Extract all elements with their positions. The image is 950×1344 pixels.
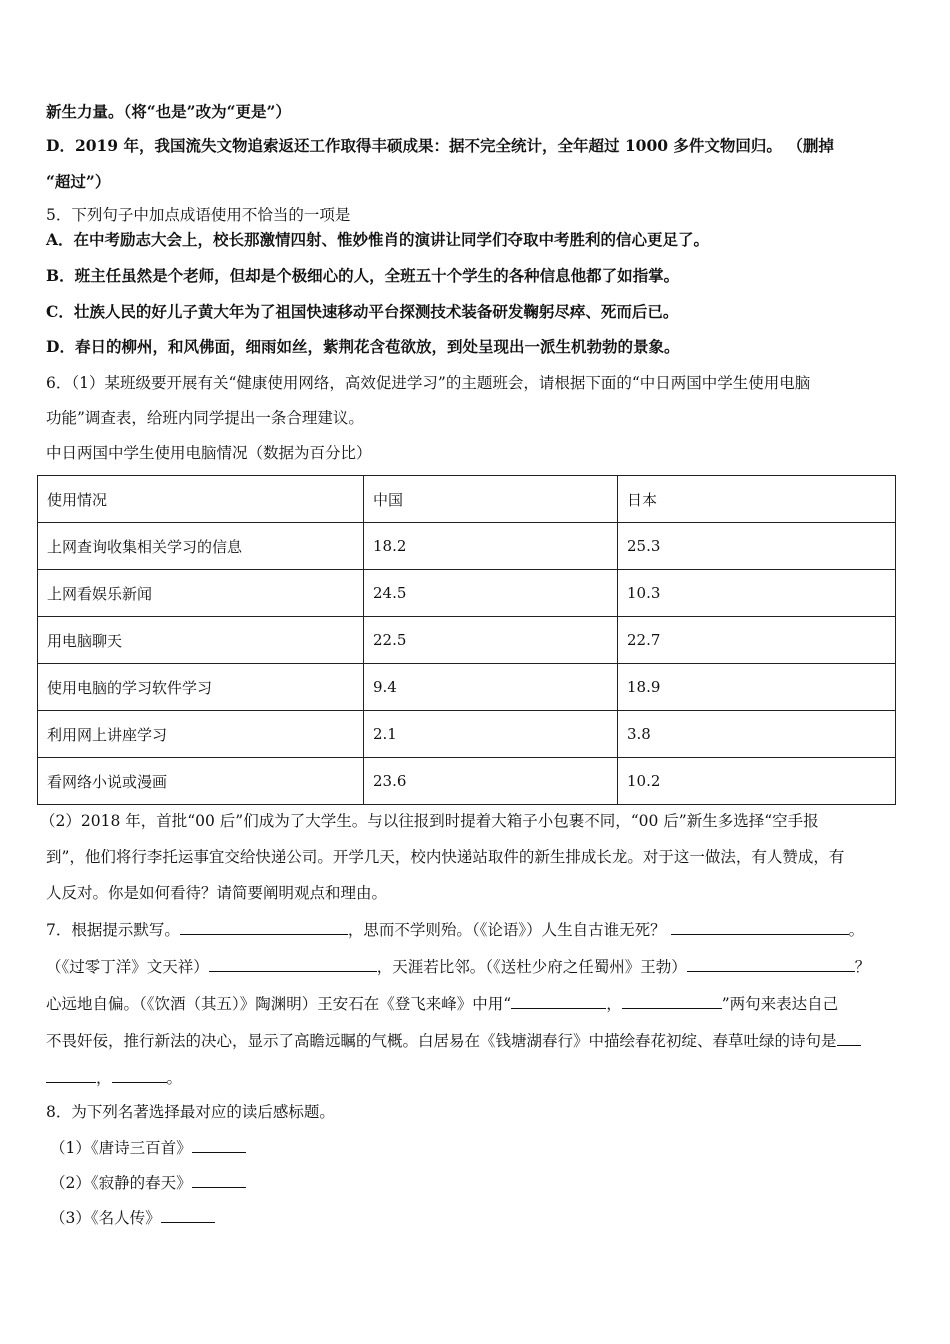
q5-stem: 5．下列句子中加点成语使用不恰当的一项是 [46, 206, 351, 224]
answer-blank[interactable] [112, 1068, 167, 1083]
answer-blank[interactable] [209, 957, 377, 972]
option-label: D． [46, 136, 75, 155]
table-cell: 22.5 [364, 617, 618, 664]
answer-blank[interactable] [46, 1068, 96, 1083]
q4-option-d-cont: “超过”） [46, 172, 111, 191]
q4-option-d [46, 136, 834, 156]
option-text: 在中考励志大会上，校长那激情四射、惟妙惟肖的演讲让同学们夺取中考胜利的信心更足了。 [73, 230, 710, 249]
q7-text: 。 [848, 921, 865, 939]
table-row [38, 570, 896, 617]
table-header: 日本 [618, 476, 896, 523]
q7-text: ？ [854, 958, 871, 976]
q6-part2-line3: 人反对。你是如何看待？请简要阐明观点和理由。 [46, 884, 388, 902]
answer-blank[interactable] [192, 1138, 246, 1153]
table-cell: 看网络小说或漫画 [38, 758, 364, 805]
q8-stem: 8．为下列名著选择最对应的读后感标题。 [46, 1103, 335, 1121]
q8-item [50, 1138, 246, 1158]
q6-stem-line1: 6．（1）某班级要开展有关“健康使用网络，高效促进学习”的主题班会，请根据下面的“中日两国中学生使用电脑 [46, 374, 811, 392]
table-cell: 10.2 [618, 758, 896, 805]
q7-text: （《过零丁洋》文天祥） [46, 958, 209, 976]
q8-item [50, 1208, 215, 1228]
option-text: 壮族人民的好儿子黄大年为了祖国快速移动平台探测技术装备研发鞠躬尽瘁、死而后已。 [73, 302, 679, 321]
q7-line3 [46, 994, 838, 1014]
table-header: 使用情况 [38, 476, 364, 523]
q7-text: 7．根据提示默写。 [46, 921, 180, 939]
table-cell: 9.4 [364, 664, 618, 711]
q6-part2-line1: （2）2018 年，首批“00 后”们成为了大学生。与以往报到时提着大箱子小包裹不同，“00 后”新生多选择“空手报 [40, 812, 819, 830]
option-text: 班主任虽然是个老师，但却是个极细心的人，全班五十个学生的各种信息他都了如指掌。 [74, 266, 680, 285]
table-row [38, 758, 896, 805]
table-row [38, 711, 896, 758]
q7-line2 [46, 957, 870, 977]
answer-blank[interactable] [671, 920, 849, 935]
q4-tail-line: 新生力量。（将“也是”改为“更是”） [46, 102, 291, 121]
q8-item-text: （3）《名人传》 [50, 1209, 161, 1227]
q8-item-text: （2）《寂静的春天》 [50, 1174, 192, 1192]
option-text: 春日的柳州，和风佛面，细雨如丝，紫荆花含苞欲放，到处呈现出一派生机勃勃的景象。 [74, 337, 680, 356]
q6-table-title: 中日两国中学生使用电脑情况（数据为百分比） [46, 444, 372, 462]
table-cell: 使用电脑的学习软件学习 [38, 664, 364, 711]
q8-item [50, 1173, 246, 1193]
table-cell: 22.7 [618, 617, 896, 664]
q7-text: 心远地自偏。（《饮酒（其五）》陶渊明）王安石在《登飞来峰》中用“ [46, 995, 512, 1013]
table-cell: 24.5 [364, 570, 618, 617]
table-header: 中国 [364, 476, 618, 523]
answer-blank[interactable] [180, 920, 348, 935]
answer-blank[interactable] [687, 957, 855, 972]
option-label: A． [46, 230, 74, 249]
q7-line4 [46, 1031, 861, 1051]
table-cell: 25.3 [618, 523, 896, 570]
table-row [38, 664, 896, 711]
answer-blank[interactable] [161, 1208, 215, 1223]
table-row [38, 617, 896, 664]
answer-blank[interactable] [837, 1031, 861, 1046]
option-label: C． [46, 302, 74, 321]
table-cell: 23.6 [364, 758, 618, 805]
table-cell: 上网查询收集相关学习的信息 [38, 523, 364, 570]
q6-part2-line2: 到”，他们将行李托运事宜交给快递公司。开学几天，校内快递站取件的新生排成长龙。对于这一做法，有人赞成，有 [46, 848, 845, 866]
q7-text: 。 [166, 1069, 183, 1087]
q5-option-d [46, 337, 679, 357]
q7-text: ， [96, 1069, 112, 1087]
answer-blank[interactable] [622, 994, 722, 1009]
q8-item-text: （1）《唐诗三百首》 [50, 1139, 192, 1157]
option-label: D． [46, 337, 75, 356]
answer-blank[interactable] [511, 994, 606, 1009]
q5-option-c [46, 302, 678, 322]
table-cell: 18.9 [618, 664, 896, 711]
table-header-row [38, 476, 896, 523]
table-cell: 利用网上讲座学习 [38, 711, 364, 758]
table-cell: 18.2 [364, 523, 618, 570]
table-cell: 上网看娱乐新闻 [38, 570, 364, 617]
q7-text: ， [606, 995, 622, 1013]
q7-text: ，天涯若比邻。（《送杜少府之任蜀州》王勃） [376, 958, 687, 976]
table-cell: 3.8 [618, 711, 896, 758]
q7-text: ，思而不学则殆。（《论语》）人生自古谁无死？ [347, 921, 666, 939]
q7-text: 不畏奸佞，推行新法的决心，显示了高瞻远瞩的气概。白居易在《钱塘湖春行》中描绘春花初绽、春草吐绿的诗句是 [46, 1032, 837, 1050]
table-cell: 2.1 [364, 711, 618, 758]
table-row [38, 523, 896, 570]
answer-blank[interactable] [192, 1173, 246, 1188]
q7-line5 [46, 1068, 182, 1088]
option-text: 2019 年，我国流失文物追索返还工作取得丰硕成果：据不完全统计，全年超过 1000 多件文物回归。 （删掉 [74, 136, 834, 155]
table-cell: 用电脑聊天 [38, 617, 364, 664]
option-label: B． [46, 266, 75, 285]
q6-stem-line2: 功能”调查表，给班内同学提出一条合理建议。 [46, 409, 364, 427]
table-cell: 10.3 [618, 570, 896, 617]
q7-text: ”两句来表达自己 [721, 995, 839, 1013]
q5-option-a [46, 230, 709, 250]
survey-table [37, 475, 896, 805]
q5-option-b [46, 266, 679, 286]
q7-line1 [46, 920, 864, 940]
